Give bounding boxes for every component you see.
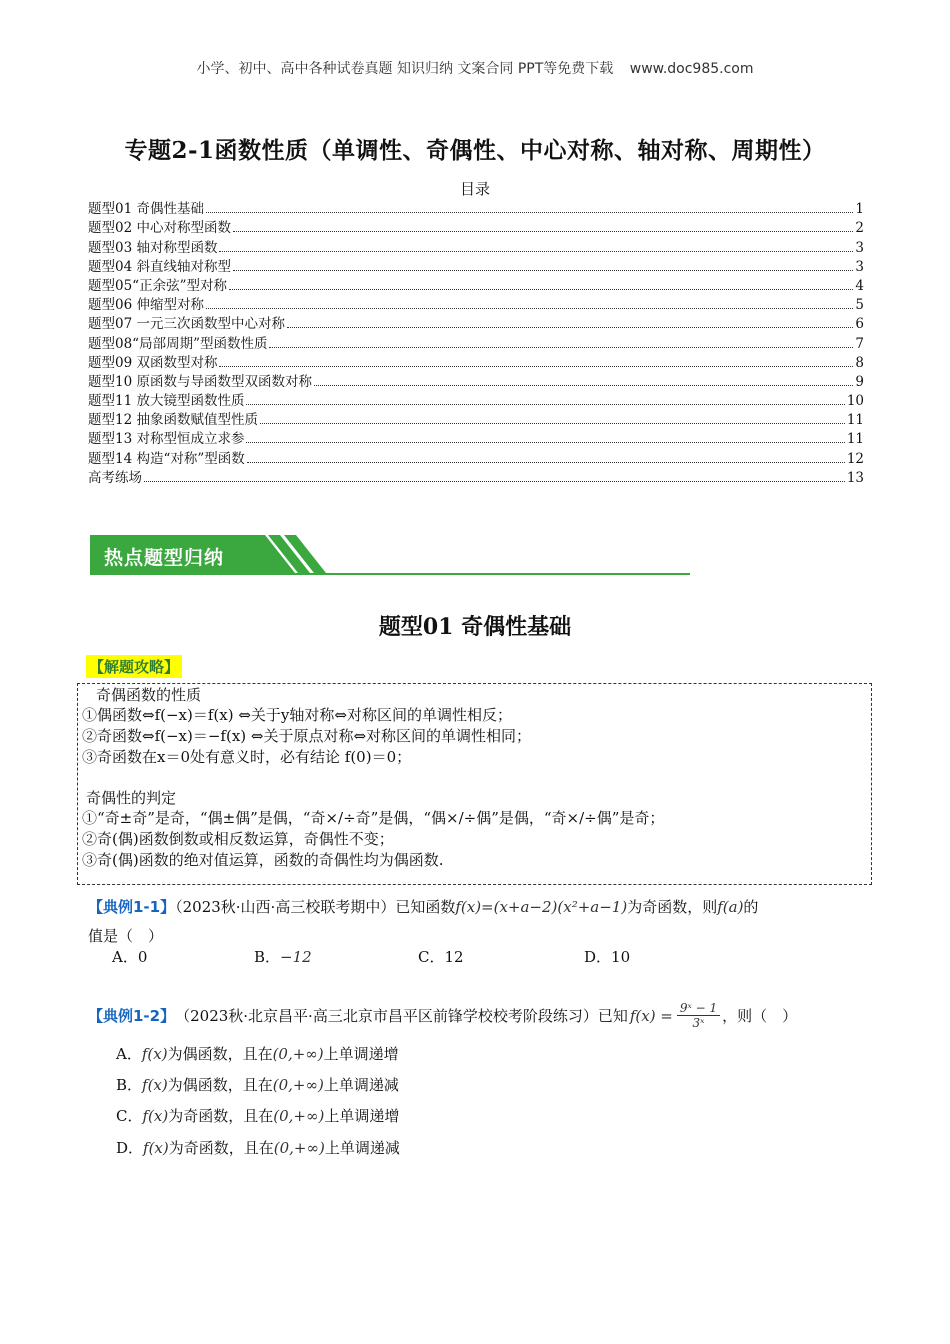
example-1-1-line2: 值是（ ） (88, 927, 164, 945)
option-d[interactable] (584, 946, 630, 967)
example-text-end: ，则（ ） (722, 1007, 798, 1025)
toc-item[interactable] (88, 428, 864, 447)
option-letter: C． (418, 948, 445, 966)
toc-item-label: 题型07 一元三次函数型中心对称 (88, 316, 285, 333)
toc-item-page: 10 (846, 393, 864, 410)
example-source: （2023秋·山西·高三校联考期中）已知函数 (175, 898, 456, 916)
toc-item-label: 题型03 轴对称型函数 (88, 239, 218, 256)
toc-leader (219, 251, 853, 252)
option-a[interactable] (116, 1043, 399, 1064)
toc-leader (206, 308, 853, 309)
toc-item-label: 题型05“正余弦”型对称 (88, 277, 227, 294)
option-c[interactable] (418, 946, 464, 967)
toc-item[interactable] (88, 217, 864, 236)
example-1-1 (88, 896, 758, 917)
toc-item-label: 题型14 构造“对称”型函数 (88, 450, 245, 467)
toc-item-page: 12 (846, 450, 864, 467)
option-interval: (0,+∞) (273, 1107, 325, 1125)
box-line: ③奇函数在x＝0处有意义时，必有结论 f(0)＝0； (82, 748, 412, 766)
example-formula-2: f(a) (717, 898, 744, 916)
box-line: ②奇函数⇔f(−x)＝−f(x) ⇔关于原点对称⇔对称区间的单调性相同； (82, 727, 532, 745)
option-text: 10 (611, 948, 631, 966)
strategy-box (77, 683, 872, 885)
toc-item-page: 3 (855, 258, 864, 275)
toc-leader (287, 327, 853, 328)
option-letter: D． (584, 948, 612, 966)
option-letter: B． (254, 948, 281, 966)
toc-item-label: 题型04 斜直线轴对称型 (88, 258, 231, 275)
option-text: 为偶函数，且在 (167, 1045, 273, 1063)
toc-item[interactable] (88, 390, 864, 409)
toc-item[interactable] (88, 467, 864, 486)
box-line: ①偶函数⇔f(−x)＝f(x) ⇔关于y轴对称⇔对称区间的单调性相反； (82, 706, 512, 724)
toc-item-label: 高考练场 (88, 469, 142, 486)
banner-text: 热点题型归纳 (104, 547, 225, 569)
example-source: （2023秋·北京昌平·高三北京市昌平区前锋学校校考阶段练习）已知 (175, 1007, 628, 1025)
option-b[interactable] (116, 1074, 399, 1095)
toc-item[interactable] (88, 371, 864, 390)
toc-leader (314, 385, 853, 386)
toc-item-page: 6 (855, 316, 864, 333)
option-text: 为偶函数，且在 (167, 1076, 273, 1094)
toc-item-page: 9 (855, 373, 864, 390)
example-formula: f(x)=(x+a−2)(x²+a−1) (455, 898, 628, 916)
option-letter: A． (116, 1045, 142, 1063)
box-line: ③奇(偶)函数的绝对值运算，函数的奇偶性均为偶函数. (82, 851, 444, 869)
box-line: 奇偶函数的性质 (96, 686, 202, 704)
toc-item[interactable] (88, 313, 864, 332)
option-text-end: 上单调递增 (323, 1045, 399, 1063)
option-func: f(x) (143, 1139, 169, 1157)
option-text-end: 上单调递减 (324, 1139, 400, 1157)
option-text: 为奇函数，且在 (168, 1139, 274, 1157)
fraction-denominator: 3ˣ (692, 1016, 705, 1030)
toc-leader (247, 462, 845, 463)
toc-item[interactable] (88, 236, 864, 255)
toc-item[interactable] (88, 352, 864, 371)
toc-item-page: 13 (846, 469, 864, 486)
toc-item-page: 11 (846, 431, 864, 448)
toc-item[interactable] (88, 447, 864, 466)
option-text: −12 (280, 948, 312, 966)
option-text: 0 (137, 948, 148, 966)
header-site-link[interactable]: www.doc985.com (629, 61, 754, 77)
example-text: 为奇函数，则 (627, 898, 718, 916)
toc-leader (260, 423, 845, 424)
toc-leader (246, 404, 844, 405)
option-func: f(x) (142, 1076, 168, 1094)
box-line: 奇偶性的判定 (86, 789, 177, 807)
toc-item-label: 题型11 放大镜型函数性质 (88, 393, 245, 410)
toc-leader (246, 442, 844, 443)
toc-item[interactable] (88, 275, 864, 294)
toc-leader (229, 289, 853, 290)
toc-item-label: 题型09 双函数型对称 (88, 354, 218, 371)
box-line: ①“奇±奇”是奇，“偶±偶”是偶，“奇×/÷奇”是偶，“偶×/÷偶”是偶，“奇×/÷偶”是奇； (82, 809, 665, 827)
toc-heading: 目录 (459, 180, 490, 198)
toc-item-label: 题型13 对称型恒成立求参 (88, 431, 245, 448)
toc-item-page: 2 (855, 220, 864, 237)
toc-leader (206, 212, 853, 213)
toc-item-label: 题型10 原函数与导函数型双函数对称 (88, 373, 312, 390)
option-text: 12 (444, 948, 464, 966)
toc-item-label: 题型01 奇偶性基础 (88, 201, 204, 218)
example-tag: 【典例1-2】 (88, 1007, 176, 1025)
toc-item[interactable] (88, 198, 864, 217)
section-title: 题型01 奇偶性基础 (378, 614, 572, 640)
header-promo-line (0, 58, 950, 78)
toc-leader (269, 347, 853, 348)
option-text: 为奇函数，且在 (168, 1107, 274, 1125)
option-d[interactable] (116, 1137, 400, 1158)
toc-item-page: 7 (855, 335, 864, 352)
toc-item-page: 8 (855, 354, 864, 371)
toc-item[interactable] (88, 256, 864, 275)
toc-item-page: 3 (855, 239, 864, 256)
option-letter: B． (116, 1076, 143, 1094)
toc-item-label: 题型02 中心对称型函数 (88, 220, 231, 237)
box-line: ②奇(偶)函数倒数或相反数运算，奇偶性不变； (82, 830, 394, 848)
example-tag: 【典例1-1】 (88, 898, 176, 916)
toc-leader (219, 366, 853, 367)
option-text-end: 上单调递减 (323, 1076, 399, 1094)
option-func: f(x) (142, 1107, 169, 1125)
example-formula-lhs: f(x) = (629, 1006, 673, 1025)
option-func: f(x) (141, 1045, 168, 1063)
toc-leader (144, 481, 845, 482)
example-1-2 (88, 1001, 797, 1030)
option-c[interactable] (116, 1105, 399, 1126)
option-letter: D． (116, 1139, 144, 1157)
option-b[interactable] (254, 946, 312, 967)
example-text-end: 的 (743, 898, 759, 916)
toc-leader (233, 270, 853, 271)
toc-item-page: 5 (855, 297, 864, 314)
toc-item-label: 题型12 抽象函数赋值型性质 (88, 412, 258, 429)
option-letter: C． (116, 1107, 143, 1125)
toc-item-label: 题型08“局部周期”型函数性质 (88, 335, 268, 352)
option-text-end: 上单调递增 (324, 1107, 400, 1125)
toc-leader (233, 231, 853, 232)
fraction-numerator: 9ˣ − 1 (677, 1001, 720, 1016)
toc-item-page: 4 (855, 277, 864, 294)
option-interval: (0,+∞) (272, 1045, 324, 1063)
hot-topics-banner (90, 533, 690, 577)
toc-item-page: 1 (855, 201, 864, 218)
option-interval: (0,+∞) (273, 1139, 325, 1157)
page-title: 专题2-1函数性质（单调性、奇偶性、中心对称、轴对称、周期性） (124, 137, 826, 164)
strategy-tag: 【解题攻略】 (86, 655, 182, 678)
header-promo-text: 小学、初中、高中各种试卷真题 知识归纳 文案合同 PPT等免费下载 (196, 61, 614, 77)
toc-item[interactable] (88, 409, 864, 428)
toc-item[interactable] (88, 332, 864, 351)
fraction (677, 1001, 720, 1030)
option-letter: A． (112, 948, 138, 966)
toc-item[interactable] (88, 294, 864, 313)
table-of-contents (88, 198, 864, 486)
option-interval: (0,+∞) (272, 1076, 324, 1094)
toc-item-page: 11 (846, 412, 864, 429)
toc-item-label: 题型06 伸缩型对称 (88, 297, 204, 314)
option-a[interactable] (112, 946, 147, 967)
